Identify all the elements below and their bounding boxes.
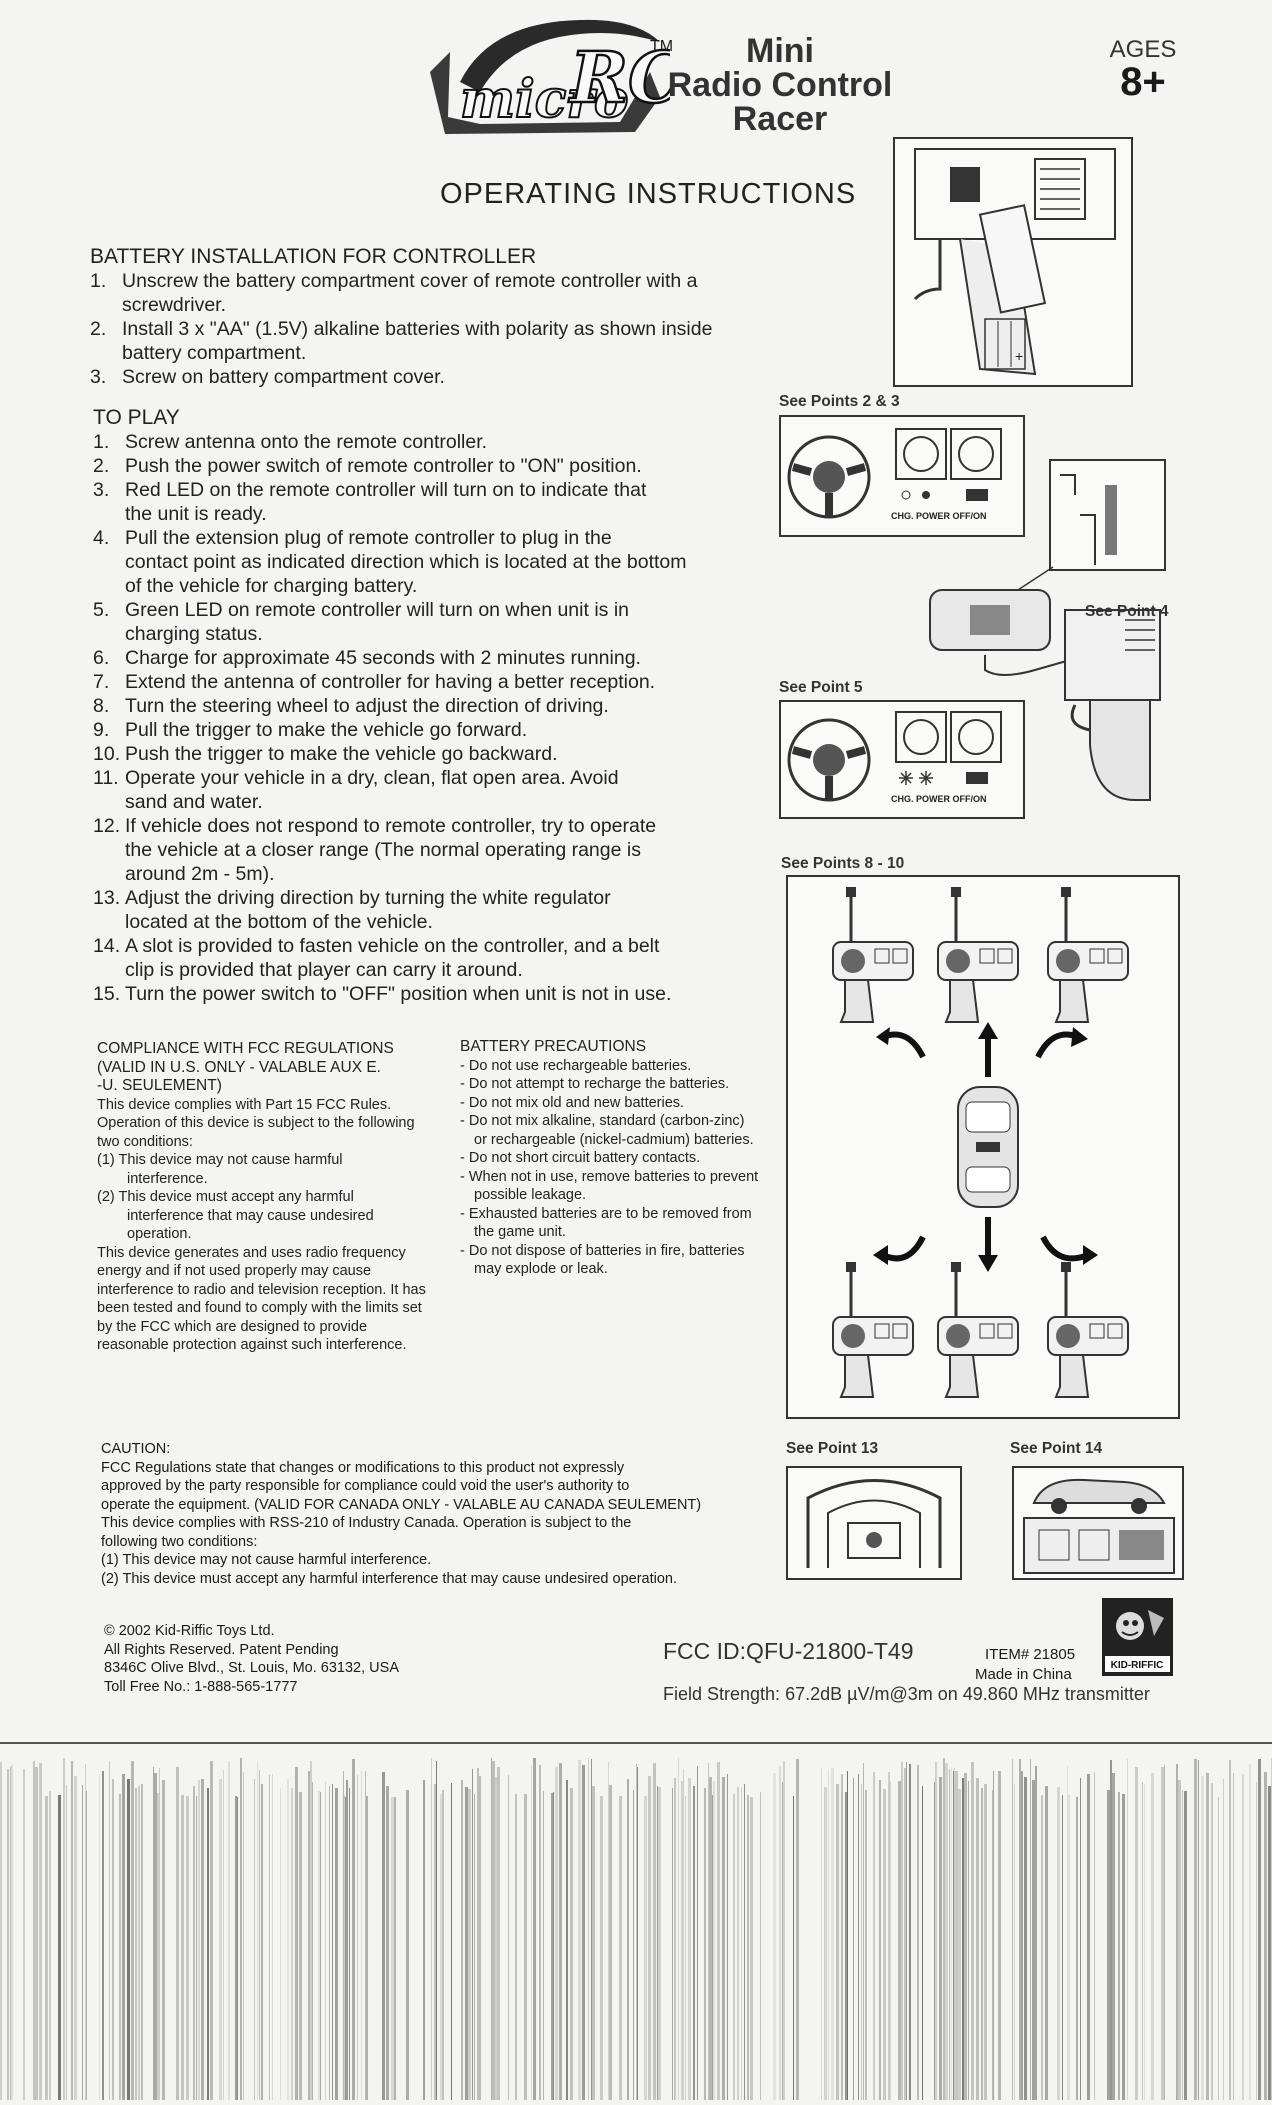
precautions-list: [460, 1057, 760, 1279]
precaution-item: - When not in use, remove batteries to prevent possible leakage.: [460, 1168, 759, 1203]
step-number: 12.: [93, 815, 121, 837]
step-text-line: Operate your vehicle in a dry, clean, flat open area. Avoid: [125, 767, 619, 789]
figure-label: See Point 13: [786, 1440, 879, 1457]
step-item: [93, 814, 753, 886]
controller-vehicle-slot-figure: [1012, 1466, 1184, 1580]
fcc-id: FCC ID:QFU-21800-T49: [663, 1638, 914, 1664]
precaution-item: - Exhausted batteries are to be removed from the game unit.: [460, 1205, 752, 1240]
step-number: 3.: [93, 479, 110, 501]
step-text-line: Unscrew the battery compartment cover of remote controller with a: [122, 270, 698, 292]
age-rating: AGES 8+: [1109, 36, 1177, 104]
caution-line: operate the equipment. (VALID FOR CANADA ONLY - VALABLE AU CANADA SEULEMENT): [101, 1496, 702, 1513]
step-item: [93, 670, 753, 694]
item-number: ITEM# 21805: [985, 1646, 1076, 1663]
step-item: [93, 454, 753, 478]
caution-section: CAUTION: FCC Regulations state that changes or modifications to this product not expressly approved by the party responsible for compliance could void the user's authority to operate the equipment. (VALID FOR CANADA ONLY - VALABLE AU CANADA SEULEMENT) This device complies with RSS-210 of Industry Canada. Operation is subject to the following two conditions: (1) This device may not cause harmful interference. (2) This device must accept any harmful interference that may cause undesired operation.: [101, 1440, 771, 1588]
step-item: [90, 317, 750, 365]
svg-text:CHG. POWER OFF/ON: CHG. POWER OFF/ON: [891, 794, 987, 804]
step-text-line: Green LED on remote controller will turn on when unit is in: [125, 599, 629, 621]
trademark-mark: TM: [650, 38, 674, 55]
step-text-line: Screw antenna onto the remote controller.: [125, 431, 488, 453]
step-text-line: Charge for approximate 45 seconds with 2 minutes running.: [125, 647, 641, 669]
step-text-line: Adjust the driving direction by turning the white regulator: [125, 887, 611, 909]
made-in-label: Made in China: [975, 1666, 1072, 1683]
precaution-item: - Do not short circuit battery contacts.: [460, 1150, 701, 1166]
svg-text:micro: micro: [460, 69, 629, 130]
step-text-line: battery compartment.: [122, 342, 307, 364]
step-text-line: Push the power switch of remote controller to "ON" position.: [125, 455, 642, 477]
step-number: 13.: [93, 887, 121, 909]
step-text-line: Turn the steering wheel to adjust the direction of driving.: [125, 695, 609, 717]
step-number: 7.: [93, 671, 110, 693]
controller-panel-figure-charging: [779, 700, 1025, 819]
step-item: [93, 478, 753, 526]
section-heading: BATTERY INSTALLATION FOR CONTROLLER: [90, 245, 537, 268]
step-number: 9.: [93, 719, 110, 741]
step-number: 2.: [90, 318, 107, 340]
step-number: 4.: [93, 527, 110, 549]
to-play-section: [93, 406, 753, 1006]
step-number: 1.: [93, 431, 110, 453]
step-text-line: Screw on battery compartment cover.: [122, 366, 445, 388]
svg-text:RC: R: [570, 36, 629, 119]
svg-text:+: +: [1015, 348, 1024, 364]
step-number: 11.: [93, 767, 119, 789]
step-item: [93, 646, 753, 670]
step-text-line: A slot is provided to fasten vehicle on the controller, and a belt: [125, 935, 660, 957]
precaution-item: - Do not mix alkaline, standard (carbon-zinc) or rechargeable (nickel-cadmium) batteries.: [460, 1113, 754, 1148]
step-text-line: Pull the extension plug of remote controller to plug in the: [125, 527, 612, 549]
step-text-line: If vehicle does not respond to remote controller, try to operate: [125, 815, 657, 837]
fcc-compliance-section: COMPLIANCE WITH FCC REGULATIONS (VALID IN U.S. ONLY - VALABLE AUX E. -U. SEULEMENT) This device complies with Part 15 FCC Rules. Operation of this device is subject to the following two conditions: (1) This device may not cause harmful interference. (2) This device must accept any harmful interference that may cause undesired operation. This device generates and uses radio frequency energy and if not used properly may cause interference to radio and television reception. It has been tested and found to comply with the limits set by the FCC which are designed to provide reasonable protection against such interference.: [97, 1040, 426, 1353]
battery-installation-section: [90, 245, 750, 389]
step-text-line: sand and water.: [125, 791, 263, 813]
step-number: 10.: [93, 743, 121, 765]
svg-text:KID-RIFFIC: KID-RIFFIC: [1110, 1660, 1164, 1671]
figure-label: See Points 8 - 10: [781, 855, 905, 872]
step-text-line: charging status.: [125, 623, 263, 645]
step-text-line: Install 3 x "AA" (1.5V) alkaline batteries with polarity as shown inside: [122, 318, 713, 340]
caution-line: FCC Regulations state that changes or modifications to this product not expressly: [101, 1459, 625, 1476]
step-number: 8.: [93, 695, 110, 717]
document-title: OPERATING INSTRUCTIONS: [440, 178, 857, 210]
step-item: [90, 269, 750, 317]
step-text-line: the unit is ready.: [125, 503, 267, 525]
field-strength: Field Strength: 67.2dB µV/m@3m on 49.860 MHz transmitter: [663, 1684, 1150, 1704]
step-text-line: contact point as indicated direction which is located at the bottom: [125, 551, 687, 573]
figure-label: See Point 4: [1085, 603, 1169, 620]
step-text-line: Extend the antenna of controller for having a better reception.: [125, 671, 656, 693]
step-text-line: Turn the power switch to "OFF" position when unit is not in use.: [125, 983, 672, 1005]
step-number: 3.: [90, 366, 107, 388]
precaution-item: - Do not mix old and new batteries.: [460, 1094, 685, 1111]
company-info: © 2002 Kid-Riffic Toys Ltd. All Rights Reserved. Patent Pending 8346C Olive Blvd., St. Louis, Mo. 63132, USA Toll Free No.: 1-888-565-1777: [104, 1623, 399, 1695]
step-text-line: Pull the trigger to make the vehicle go forward.: [125, 719, 528, 741]
step-text-line: around 2m - 5m).: [125, 863, 275, 885]
figure-label: See Point 14: [1010, 1440, 1103, 1457]
caution-line: following two conditions:: [101, 1533, 258, 1550]
kid-riffic-logo: [1100, 1596, 1175, 1678]
step-item: [93, 934, 753, 982]
step-text-line: clip is provided that player can carry it around.: [125, 959, 523, 981]
precaution-item: - Do not attempt to recharge the batteries.: [460, 1076, 730, 1092]
step-item: [93, 430, 753, 454]
step-text-line: located at the bottom of the vehicle.: [125, 911, 433, 933]
page-divider: [0, 1742, 1272, 1744]
step-item: [93, 742, 753, 766]
step-item: [93, 526, 753, 598]
battery-precautions-section: BATTERY PRECAUTIONS - Do not use rechargeable batteries. - Do not attempt to recharge the batteries. - Do not mix old and new batteries. - Do not mix alkaline, standard (carbon-zinc) or rechargeable (nickel-cadmium) batteries. - Do not short circuit battery contacts. - When not in use, remove batteries to prevent possible leakage. - Exhausted batteries are to be removed from the game unit. - Do not dispose of batteries in fire, batteries may explode or leak.: [460, 1038, 759, 1277]
step-text-line: the vehicle at a closer range (The normal operating range is: [125, 839, 641, 861]
step-number: 1.: [90, 270, 107, 292]
driving-direction-figure: [786, 875, 1180, 1419]
precaution-item: - Do not use rechargeable batteries.: [460, 1057, 692, 1074]
caution-line: (1) This device may not cause harmful interference.: [101, 1552, 432, 1568]
step-number: 14.: [93, 935, 121, 957]
micro-rc-logo: [420, 12, 670, 137]
section-heading: TO PLAY: [93, 406, 180, 429]
battery-steps-list: [90, 269, 750, 389]
step-item: [93, 598, 753, 646]
play-steps-list: [93, 430, 753, 1006]
step-text-line: Push the trigger to make the vehicle go backward.: [125, 743, 558, 765]
step-item: [93, 694, 753, 718]
step-number: 5.: [93, 599, 110, 621]
precaution-item: - Do not dispose of batteries in fire, batteries may explode or leak.: [460, 1242, 745, 1277]
step-text-line: Red LED on the remote controller will turn on to indicate that: [125, 479, 647, 501]
svg-text:CHG. POWER OFF/ON: CHG. POWER OFF/ON: [891, 511, 987, 521]
caution-line: (2) This device must accept any harmful interference that may cause undesired operation.: [101, 1570, 677, 1587]
figure-label: See Point 5: [779, 679, 863, 696]
step-text-line: screwdriver.: [122, 294, 227, 316]
scan-noise-band: [0, 1758, 1272, 2100]
caution-line: This device complies with RSS-210 of Industry Canada. Operation is subject to the: [101, 1515, 632, 1531]
step-number: 15.: [93, 983, 121, 1005]
step-item: [90, 365, 750, 389]
fcc-intro: This device complies with Part 15 FCC Rules. Operation of this device is subject to the following two conditions:: [97, 1096, 415, 1150]
fcc-closing: This device generates and uses radio frequency energy and if not used properly may cause interference to radio and television reception. It has been tested and found to comply with the limits set by the FCC which are designed to provide reasonable protection against such interference.: [97, 1244, 426, 1353]
step-item: [93, 718, 753, 742]
step-number: 6.: [93, 647, 110, 669]
step-item: [93, 982, 753, 1006]
caution-line: approved by the party responsible for compliance could void the user's authority to: [101, 1478, 630, 1494]
step-text-line: of the vehicle for charging battery.: [125, 575, 418, 597]
step-item: [93, 766, 753, 814]
vehicle-bottom-regulator-figure: [786, 1466, 962, 1580]
product-name: Mini Radio Control Racer: [667, 32, 893, 138]
battery-compartment-figure: [893, 137, 1133, 387]
step-item: [93, 886, 753, 934]
step-number: 2.: [93, 455, 110, 477]
figure-label: See Points 2 & 3: [779, 393, 900, 410]
